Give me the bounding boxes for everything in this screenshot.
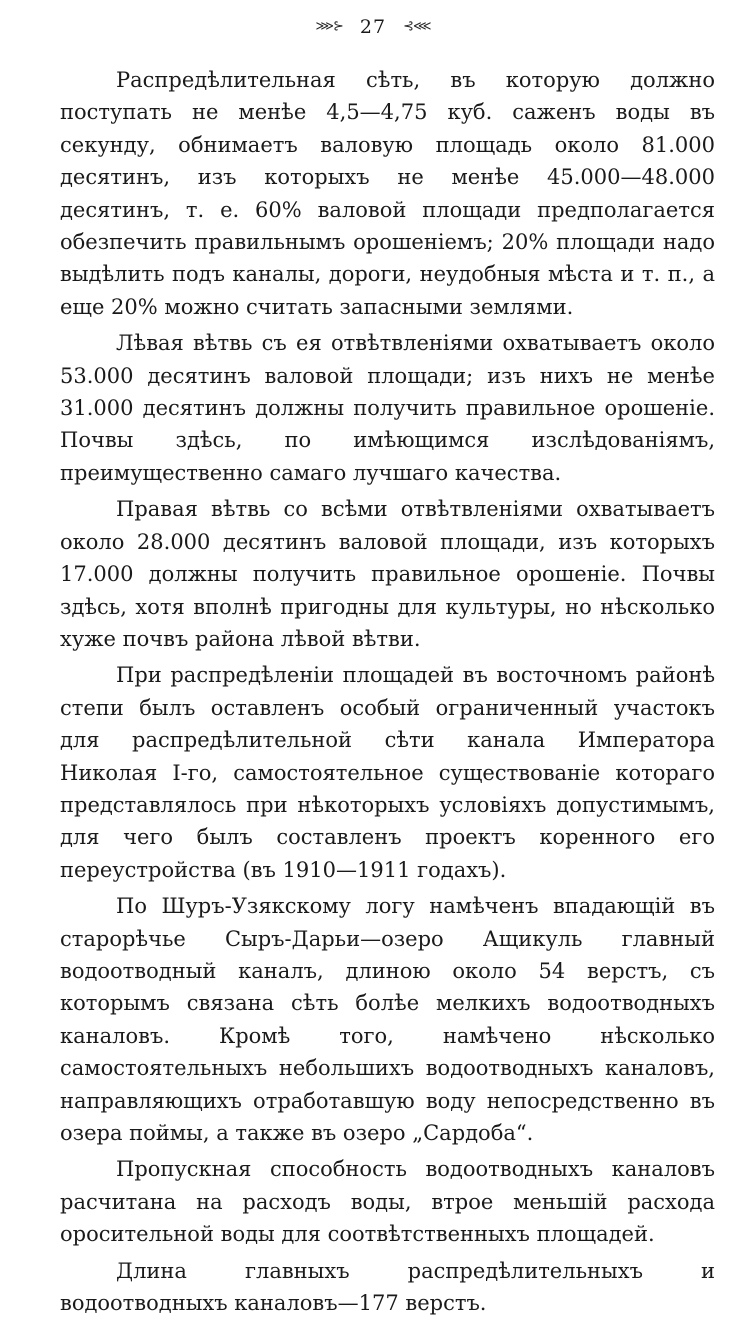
page-header — [0, 12, 746, 41]
body-text — [60, 64, 715, 1323]
left-ornament-icon: ⋙⊱ — [315, 19, 343, 34]
paragraph-right-branch: Правая вѣтвь со всѣми отвѣтвленіями охватываетъ около 28.000 десятинъ валовой площади, изъ которыхъ 17.000 должны получить правильное орошеніе. Почвы здѣсь, хотя вполнѣ пригодны для культуры, но нѣсколько хуже почвъ района лѣвой вѣтви. — [60, 497, 715, 651]
page-number: 27 — [359, 16, 387, 38]
paragraph-canal-length: Длина главныхъ распредѣлительныхъ и водоотводныхъ каналовъ—177 верстъ. — [60, 1258, 715, 1316]
paragraph-distribution-network: Распредѣлительная сѣть, въ которую должно поступать не менѣе 4,5—4,75 куб. саженъ воды въ секунду, обнимаетъ валовую площадь около 81.000 десятинъ, изъ которыхъ не менѣе 45.000—48.000 десятинъ, т. е. 60% валовой площади предполагается обезпечить правильнымъ орошеніемъ; 20% площади надо выдѣлить подъ каналы, дороги, неудобныя мѣста и т. п., а еще 20% можно считать запасными землями. — [60, 68, 715, 319]
paragraph-left-branch: Лѣвая вѣтвь съ ея отвѣтвленіями охватываетъ около 53.000 десятинъ валовой площади; изъ нихъ не менѣе 31.000 десятинъ должны получить правильное орошеніе. Почвы здѣсь, по имѣющимся изслѣдованіямъ, преимущественно самаго лучшаго качества. — [60, 331, 715, 485]
right-ornament-icon: ⊰⋘ — [403, 19, 431, 34]
paragraph-eastern-district: При распредѣленіи площадей въ восточномъ районѣ степи былъ оставленъ особый ограниченный участокъ для распредѣлительной сѣти канала Императора Николая I-го, самостоятельное существованіе котораго представлялось при нѣкоторыхъ условіяхъ допустимымъ, для чего былъ составленъ проектъ коренного его переустройства (въ 1910—1911 годахъ). — [60, 663, 715, 882]
paragraph-drainage-canal: По Шуръ-Узякскому логу намѣченъ впадающій въ старорѣчье Сыръ-Дарьи—озеро Ащикуль главный водоотводный каналъ, длиною около 54 верстъ, съ которымъ связана сѣть болѣе мелкихъ водоотводныхъ каналовъ. Кромѣ того, намѣчено нѣсколько самостоятельныхъ небольшихъ водоотводныхъ каналовъ, направляющихъ отработавшую воду непосредственно въ озера поймы, а также въ озеро „Сардоба“. — [60, 894, 715, 1145]
paragraph-drainage-capacity: Пропускная способность водоотводныхъ каналовъ расчитана на расходъ воды, втрое меньшій расхода оросительной воды для соотвѣтственныхъ площадей. — [60, 1157, 715, 1247]
